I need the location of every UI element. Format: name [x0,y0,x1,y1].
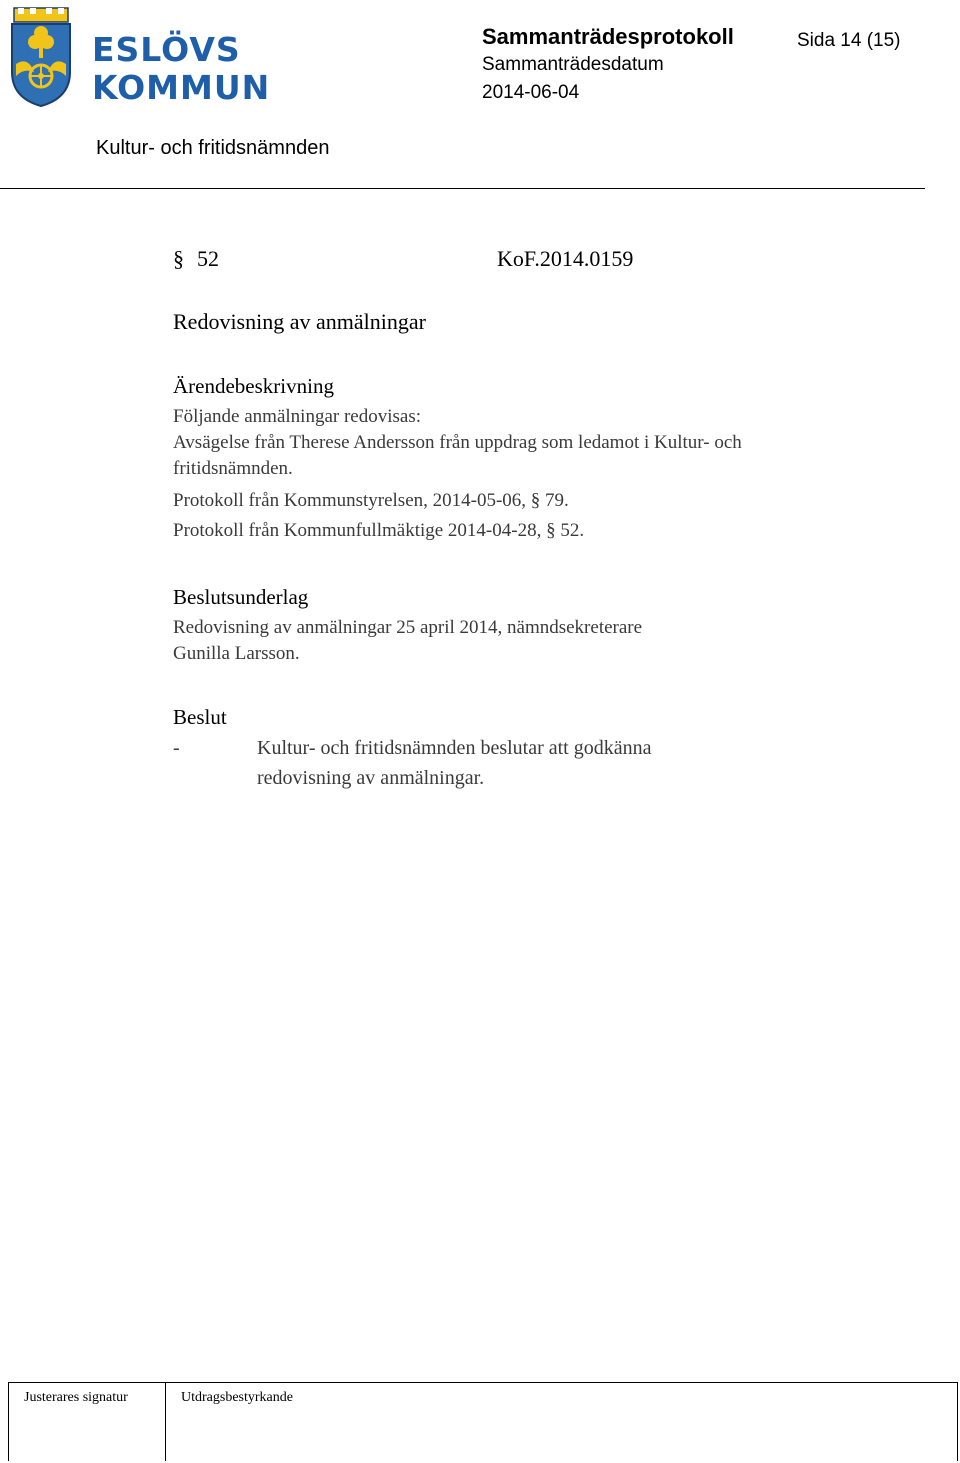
page-number: Sida 14 (15) [797,30,901,51]
reference-text: Protokoll från Kommunfullmäktige 2014-04-28, [173,520,542,541]
section-symbol: § [530,490,541,511]
text-line: Avsägelse från Therese Andersson från uppdrag som ledamot i Kultur- och [173,432,742,453]
beslutsunderlag-text [173,615,933,667]
heading-beslut: Beslut [173,705,227,729]
extract-label: Utdragsbestyrkande [181,1390,293,1405]
text-line: redovisning av anmälningar. [257,767,485,789]
reference-number: 79. [545,490,569,511]
signature-label: Justerares signatur [24,1390,128,1405]
heading-beslutsunderlag: Beslutsunderlag [173,585,309,609]
logo-text-kommun: KOMMUN [92,68,271,107]
meeting-date-label: Sammanträdesdatum [482,54,664,75]
header-divider [0,188,925,189]
document-title: Sammanträdesprotokoll [482,24,734,49]
text-line: Gunilla Larsson. [173,643,300,664]
section-symbol: § [546,520,556,541]
text-line: Följande anmälningar redovisas: [173,406,421,427]
section-number: 52 [197,246,219,271]
signature-footer [8,1382,958,1461]
footer-border [8,1383,9,1461]
arendebeskrivning-text [173,404,933,544]
section-header [173,244,633,274]
text-line: Redovisning av anmälningar 25 april 2014, nämndsekreterare [173,617,643,638]
reference-number: 52. [560,520,585,541]
case-number: KoF.2014.0159 [497,246,634,271]
footer-divider [165,1383,166,1461]
section-title: Redovisning av anmälningar [173,309,426,334]
beslut-text [257,733,652,793]
logo-text-eslovs: ESLÖVS [92,30,241,69]
text-line: Kultur- och fritidsnämnden beslutar att godkänna [257,737,652,759]
text-line: fritidsnämnden. [173,458,293,479]
list-dash: - [173,737,180,759]
reference-text: Protokoll från Kommunstyrelsen, 2014-05-06, [173,490,527,511]
reference-ks [173,488,933,514]
section-symbol: § [173,246,184,271]
reference-kf [173,518,933,544]
committee-name: Kultur- och fritidsnämnden [96,137,330,159]
heading-arendebeskrivning: Ärendebeskrivning [173,374,334,398]
footer-border [957,1383,958,1461]
meeting-date: 2014-06-04 [482,82,580,103]
crest-logo-icon [8,6,74,108]
